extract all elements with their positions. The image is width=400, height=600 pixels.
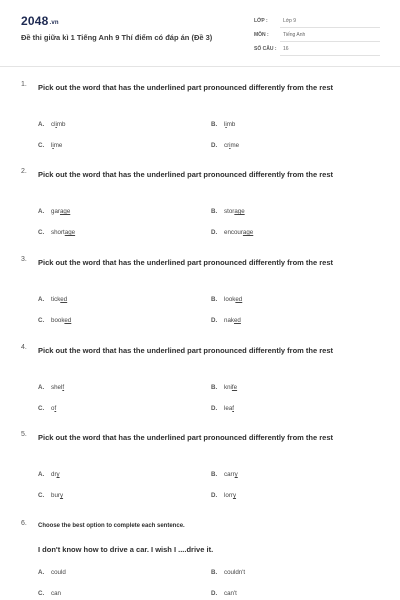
option-letter: C.: [38, 142, 45, 149]
option-a[interactable]: [38, 121, 65, 128]
option-text: lorr: [224, 492, 233, 499]
option-underline: i: [52, 142, 54, 149]
option-underline: i: [225, 121, 227, 128]
option-underline: age: [234, 208, 245, 215]
question-text: Pick out the word that has the underlined part pronounced differently from the rest: [38, 346, 334, 355]
question-number: 2.: [21, 168, 27, 175]
question-number: 4.: [21, 344, 27, 351]
option-letter: B.: [211, 296, 218, 303]
question-instruction: Choose the best option to complete each sentence.: [38, 523, 185, 529]
meta-divider: [280, 27, 380, 28]
option-text: mb: [226, 121, 236, 128]
meta-label: MÔN :: [254, 32, 269, 38]
option-text: can: [51, 590, 61, 597]
option-text: o: [51, 405, 55, 412]
meta-value: 16: [283, 46, 289, 52]
option-d[interactable]: [211, 317, 241, 324]
question-text: Pick out the word that has the underlined part pronounced differently from the rest: [38, 433, 334, 442]
option-underline: ed: [233, 317, 241, 324]
option-text: l: [51, 142, 53, 149]
option-letter: B.: [211, 208, 218, 215]
option-c[interactable]: [38, 492, 63, 499]
meta-divider: [280, 55, 380, 56]
option-text: look: [224, 296, 236, 303]
option-text: could: [51, 569, 66, 576]
option-text: encour: [224, 229, 243, 236]
option-underline: ed: [60, 296, 68, 303]
option-b[interactable]: [211, 569, 245, 576]
option-text: cl: [51, 121, 56, 128]
option-letter: A.: [38, 471, 45, 478]
option-c[interactable]: [38, 142, 62, 149]
question-number: 3.: [21, 256, 27, 263]
option-a[interactable]: [38, 569, 66, 576]
exam-title: Đề thi giữa kì 1 Tiếng Anh 9 Thí điểm có đáp án (Đề 3): [21, 33, 213, 42]
option-text: cr: [224, 142, 230, 149]
site-logo[interactable]: [21, 14, 59, 28]
option-text: me: [230, 142, 240, 149]
option-underline: y: [232, 492, 237, 499]
option-underline: i: [229, 142, 231, 149]
question-text: Pick out the word that has the underlined part pronounced differently from the rest: [38, 83, 334, 92]
option-letter: B.: [211, 471, 218, 478]
option-c[interactable]: [38, 317, 71, 324]
option-text: tick: [51, 296, 61, 303]
option-underline: y: [234, 471, 238, 478]
option-letter: B.: [211, 121, 218, 128]
question-number: 5.: [21, 431, 27, 438]
option-text: gar: [51, 208, 60, 215]
option-letter: D.: [211, 492, 218, 499]
option-text: couldn't: [224, 569, 246, 576]
option-letter: A.: [38, 569, 45, 576]
option-d[interactable]: [211, 405, 234, 412]
option-text: bur: [51, 492, 60, 499]
meta-divider: [280, 41, 380, 42]
option-a[interactable]: [38, 208, 70, 215]
option-letter: A.: [38, 208, 45, 215]
option-letter: C.: [38, 492, 45, 499]
option-a[interactable]: [38, 471, 60, 478]
option-underline: f: [232, 405, 234, 412]
option-letter: D.: [211, 405, 218, 412]
option-letter: A.: [38, 384, 45, 391]
option-letter: B.: [211, 384, 218, 391]
option-letter: A.: [38, 121, 45, 128]
option-underline: f: [62, 384, 65, 391]
option-letter: D.: [211, 229, 218, 236]
option-d[interactable]: [211, 142, 239, 149]
option-d[interactable]: [211, 492, 236, 499]
option-a[interactable]: [38, 384, 64, 391]
option-underline: ed: [64, 317, 72, 324]
option-c[interactable]: [38, 405, 56, 412]
option-underline: f: [54, 405, 57, 412]
option-b[interactable]: [211, 471, 238, 478]
option-text: l: [224, 121, 226, 128]
option-letter: C.: [38, 317, 45, 324]
option-text: me: [53, 142, 63, 149]
option-b[interactable]: [211, 384, 237, 391]
option-underline: y: [59, 492, 64, 499]
question-stem: I don't know how to drive a car. I wish I ....drive it.: [38, 545, 214, 554]
option-c[interactable]: [38, 590, 61, 597]
option-text: shel: [51, 384, 63, 391]
option-letter: C.: [38, 229, 45, 236]
meta-label: LỚP :: [254, 18, 268, 24]
option-text: dr: [51, 471, 57, 478]
option-d[interactable]: [211, 229, 253, 236]
logo-text: 2048: [21, 14, 49, 28]
option-letter: A.: [38, 296, 45, 303]
question-number: 1.: [21, 81, 27, 88]
question-text: Pick out the word that has the underlined part pronounced differently from the rest: [38, 170, 334, 179]
option-d[interactable]: [211, 590, 237, 597]
option-text: can't: [224, 590, 237, 597]
option-text: carr: [224, 471, 235, 478]
question-number: 6.: [21, 520, 27, 527]
option-underline: y: [56, 471, 60, 478]
option-a[interactable]: [38, 296, 67, 303]
option-b[interactable]: [211, 296, 242, 303]
option-text: stor: [224, 208, 235, 215]
option-letter: C.: [38, 405, 45, 412]
option-text: book: [51, 317, 65, 324]
option-underline: fe: [231, 384, 238, 391]
option-underline: age: [242, 229, 254, 236]
option-text: kni: [224, 384, 232, 391]
meta-value: Tiếng Anh: [283, 32, 306, 38]
option-underline: age: [64, 229, 76, 236]
option-c[interactable]: [38, 229, 75, 236]
option-letter: D.: [211, 317, 218, 324]
logo-tld: .vn: [49, 20, 59, 26]
option-text: nak: [224, 317, 234, 324]
option-underline: age: [59, 208, 71, 215]
question-text: Pick out the word that has the underlined part pronounced differently from the rest: [38, 258, 334, 267]
meta-value: Lớp 9: [283, 18, 297, 24]
option-letter: D.: [211, 142, 218, 149]
option-b[interactable]: [211, 121, 235, 128]
option-letter: D.: [211, 590, 218, 597]
option-text: short: [51, 229, 65, 236]
option-text: mb: [56, 121, 66, 128]
option-letter: C.: [38, 590, 45, 597]
option-letter: B.: [211, 569, 218, 576]
option-text: lea: [224, 405, 233, 412]
option-b[interactable]: [211, 208, 245, 215]
exam-header: [0, 0, 400, 67]
option-underline: i: [55, 121, 57, 128]
option-underline: ed: [235, 296, 243, 303]
meta-label: SỐ CÂU :: [254, 46, 277, 52]
